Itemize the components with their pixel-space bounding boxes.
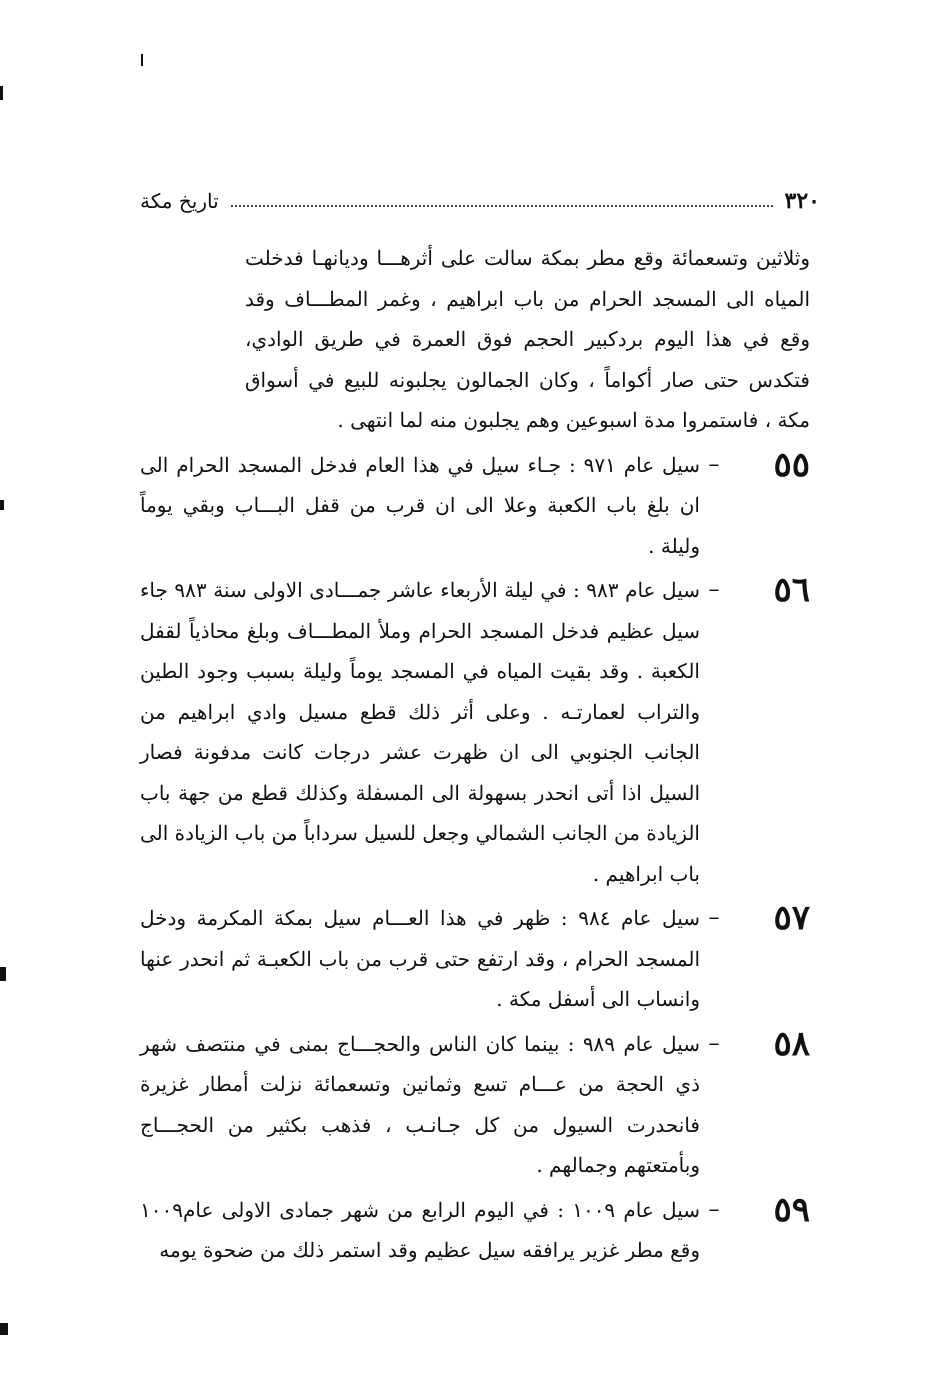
- page-body: [138, 238, 810, 1271]
- entry-dash: –: [708, 905, 720, 930]
- entry-text: سيل عام ٩٧١ : جـاء سيل في هذا العام فدخل المسجد الحرام الى ان بلغ باب الكعبة وعلا الى ان قرب من قفل البـــاب وبقي يوماً وليلة .: [140, 452, 700, 558]
- flood-entry-57: [138, 898, 810, 1020]
- entry-number: ٥٨: [773, 1023, 810, 1064]
- flood-entry-59: [138, 1190, 810, 1271]
- flood-entry-56: [138, 570, 810, 894]
- scan-edge-mark-1: [0, 86, 3, 100]
- entry-number: ٥٥: [773, 444, 810, 485]
- entry-dash: –: [708, 451, 720, 477]
- entry-dash: –: [708, 1196, 720, 1222]
- entry-text: سيل عام ٩٨٣ : في ليلة الأربعاء عاشر جمـــادى الاولى سنة ٩٨٣ جاء سيل عظيم فدخل المسجد الحرام وملأ المطـــاف وبلغ محاذياً لقفل الكعبة . وقد بقيت المياه في المسجد يوماً وليلة بسبب وجود الطين والتراب لعمارتـه . وعلى أثر ذلك قطع مسيل وادي ابراهيم من الجانب الجنوبي الى ان ظهرت عشر درجات كانت مدفونة فصار السيل اذا أتى انحدر بسهولة الى المسفلة وكذلك قطع من جهة باب الزيادة من الجانب الشمالي وجعل للسيل سرداباً من باب الزيادة الى باب ابراهيم .: [140, 578, 700, 886]
- entry-text: سيل عام ٩٨٩ : بينما كان الناس والحجـــاج بمنى في منتصف شهر ذي الحجة من عـــام تسع وثمانين وتسعمائة نزلت أمطار غزيرة فانحدرت السيول من كل جـانـب ، فذهب بكثير من الحجـــاج وبأمتعتهم وجمالهم .: [140, 1031, 700, 1177]
- scan-edge-mark-2: [0, 500, 4, 510]
- intro-paragraph: وثلاثين وتسعمائة وقع مطر بمكة سالت على أثرهـــا وديانهـا فدخلت المياه الى المسجد الحرام من باب ابراهيم ، وغمر المطـــاف وقد وقع في هذا اليوم بردكبير الحجم فوق العمرة في طريق الوادي، فتكدس حتى صار أكواماً ، وكان الجمالون يجلبونه للبيع في أسواق مكة ، فاستمروا مدة اسبوعين وهم يجلبون منه لما انتهى .: [245, 246, 810, 432]
- header-leader-dots: [231, 205, 773, 207]
- entry-dash: –: [708, 1030, 720, 1056]
- entry-number: ٥٧: [773, 898, 810, 938]
- entry-text: سيل عام ١٠٠٩ : في اليوم الرابع من شهر جمادى الاولى عام١٠٠٩ وقع مطر غزير يرافقه سيل عظيم وقد استمر ذلك من ضحوة يومه: [140, 1197, 700, 1262]
- flood-entry-58: [138, 1024, 810, 1186]
- entry-number: ٥٦: [773, 570, 810, 610]
- entry-text: سيل عام ٩٨٤ : ظهر في هذا العـــام سيل بمكة المكرمة ودخل المسجد الحرام ، وقد ارتفع حتى قرب من باب الكعبـة ثم انحدر عنها وانساب الى أسفل مكة .: [140, 906, 700, 1011]
- page-number: ٣٢٠: [784, 188, 820, 214]
- running-header: [140, 185, 820, 217]
- scan-edge-mark-4: [0, 1323, 8, 1335]
- scan-edge-mark-3: [0, 967, 6, 981]
- book-title: تاريخ مكة: [140, 189, 219, 213]
- flood-entry-55: [138, 445, 810, 567]
- scan-speck-top: [141, 54, 143, 66]
- entry-number: ٥٩: [773, 1189, 810, 1230]
- entry-dash: –: [708, 577, 720, 602]
